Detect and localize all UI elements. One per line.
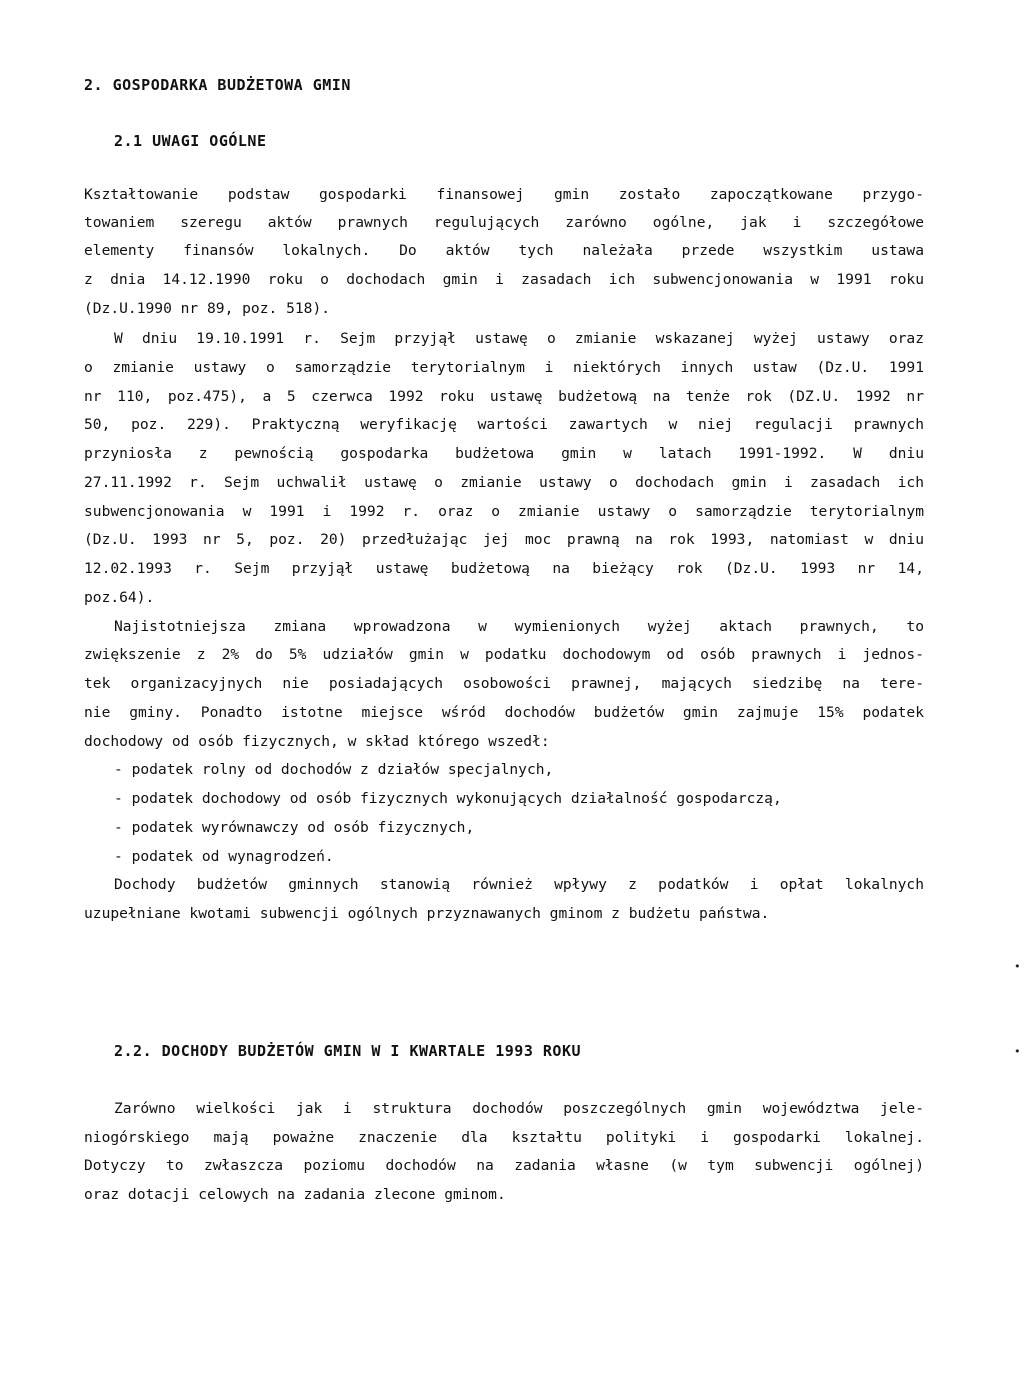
para2-line: (Dz.U. 1993 nr 5, poz. 20) przedłużając jej moc prawną na rok 1993, natomiast w dniu — [84, 531, 924, 548]
para2-line: poz.64). — [84, 589, 155, 606]
section-title: 2. GOSPODARKA BUDŻETOWA GMIN — [84, 76, 351, 94]
para3-line: zwiększenie z 2% do 5% udziałów gmin w podatku dochodowym od osób prawnych i jednos- — [84, 646, 924, 663]
para5-line: Zarówno wielkości jak i struktura dochodów poszczególnych gmin województwa jele- — [114, 1100, 924, 1117]
para5-line: oraz dotacji celowych na zadania zlecone gminom. — [84, 1186, 506, 1203]
para2-line: o zmianie ustawy o samorządzie terytorialnym i niektórych innych ustaw (Dz.U. 1991 — [84, 359, 924, 376]
scan-mark: • — [1014, 960, 1021, 973]
para5-line: Dotyczy to zwłaszcza poziomu dochodów na zadania własne (w tym subwencji ogólnej) — [84, 1157, 924, 1174]
para2-line: W dniu 19.10.1991 r. Sejm przyjął ustawę o zmianie wskazanej wyżej ustawy oraz — [114, 330, 924, 347]
para2-line: 50, poz. 229). Praktyczną weryfikację wartości zawartych w niej regulacji prawnych — [84, 416, 924, 433]
para5-line: niogórskiego mają poważne znaczenie dla kształtu polityki i gospodarki lokalnej. — [84, 1129, 924, 1146]
para4-line: uzupełniane kwotami subwencji ogólnych przyznawanych gminom z budżetu państwa. — [84, 905, 770, 922]
list-item: - podatek od wynagrodzeń. — [114, 848, 334, 865]
para2-line: subwencjonowania w 1991 i 1992 r. oraz o zmianie ustawy o samorządzie terytorialnym — [84, 503, 924, 520]
para1-line: towaniem szeregu aktów prawnych regulujących zarówno ogólne, jak i szczegółowe — [84, 214, 924, 231]
list-item: - podatek wyrównawczy od osób fizycznych, — [114, 819, 475, 836]
para3-line: nie gminy. Ponadto istotne miejsce wśród dochodów budżetów gmin zajmuje 15% podatek — [84, 704, 924, 721]
para1-line: (Dz.U.1990 nr 89, poz. 518). — [84, 300, 331, 317]
para3-line: dochodowy od osób fizycznych, w skład którego wszedł: — [84, 733, 550, 750]
subsection-2-title: 2.2. DOCHODY BUDŻETÓW GMIN W I KWARTALE 1993 ROKU — [114, 1042, 582, 1060]
para2-line: nr 110, poz.475), a 5 czerwca 1992 roku ustawę budżetową na tenże rok (DZ.U. 1992 nr — [84, 388, 924, 405]
para2-line: 12.02.1993 r. Sejm przyjął ustawę budżetową na bieżący rok (Dz.U. 1993 nr 14, — [84, 560, 924, 577]
para3-line: tek organizacyjnych nie posiadających osobowości prawnej, mających siedzibę na tere- — [84, 675, 924, 692]
para2-line: 27.11.1992 r. Sejm uchwalił ustawę o zmianie ustawy o dochodach gmin i zasadach ich — [84, 474, 924, 491]
subsection-1-title: 2.1 UWAGI OGÓLNE — [114, 132, 267, 150]
para1-line: z dnia 14.12.1990 roku o dochodach gmin i zasadach ich subwencjonowania w 1991 roku — [84, 271, 924, 288]
list-item: - podatek rolny od dochodów z działów specjalnych, — [114, 761, 554, 778]
para3-line: Najistotniejsza zmiana wprowadzona w wymienionych wyżej aktach prawnych, to — [114, 618, 924, 635]
para1-line: elementy finansów lokalnych. Do aktów tych należała przede wszystkim ustawa — [84, 242, 924, 259]
scan-mark: • — [1014, 1045, 1021, 1058]
list-item: - podatek dochodowy od osób fizycznych wykonujących działalność gospodarczą, — [114, 790, 782, 807]
para4-line: Dochody budżetów gminnych stanowią również wpływy z podatków i opłat lokalnych — [114, 876, 924, 893]
para2-line: przyniosła z pewnością gospodarka budżetowa gmin w latach 1991-1992. W dniu — [84, 445, 924, 462]
para1-line: Kształtowanie podstaw gospodarki finansowej gmin zostało zapoczątkowane przygo- — [84, 186, 924, 203]
